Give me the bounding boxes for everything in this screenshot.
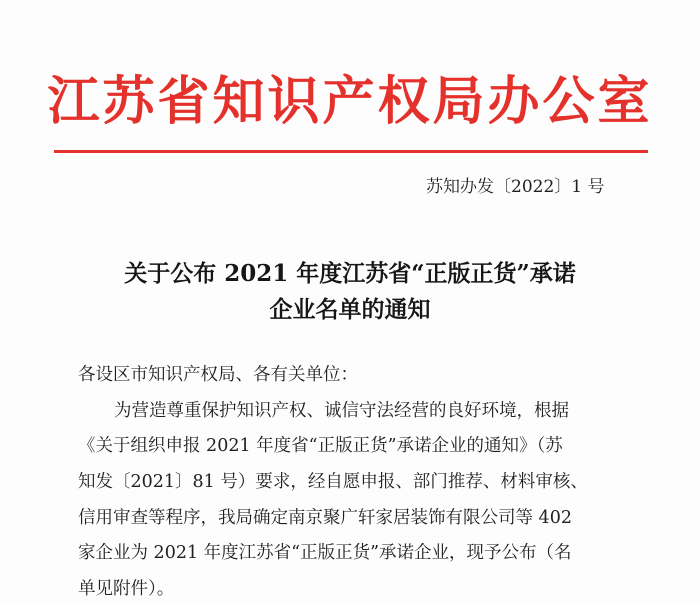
body-line: 信用审查等程序，我局确定南京聚广轩家居装饰有限公司等 402 (78, 507, 572, 528)
body-line: 《关于组织申报 2021 年度省“正版正货”承诺企业的通知》（苏 (78, 436, 563, 457)
body-line: 单见附件）。 (78, 579, 175, 600)
body-line: 知发〔2021〕81 号）要求，经自愿申报、部门推荐、材料审核、 (78, 472, 588, 493)
salutation: 各设区市知识产权局、各有关单位： (78, 365, 358, 385)
letterhead-title: 江苏省知识产权局办公室 (47, 71, 653, 132)
red-divider-line (54, 150, 648, 153)
notice-title (60, 256, 640, 328)
body-line: 为营造尊重保护知识产权、诚信守法经营的良好环境，根据 (114, 400, 569, 421)
notice-title-line-2: 企业名单的通知 (269, 296, 431, 323)
body-line: 家企业为 2021 年度江苏省“正版正货”承诺企业，现予公布（名 (78, 543, 572, 564)
document-number: 苏知办发〔2022〕1 号 (426, 177, 605, 197)
notice-title-line-1: 关于公布 2021 年度江苏省“正版正货”承诺 (124, 260, 576, 287)
notice-body (78, 358, 644, 606)
